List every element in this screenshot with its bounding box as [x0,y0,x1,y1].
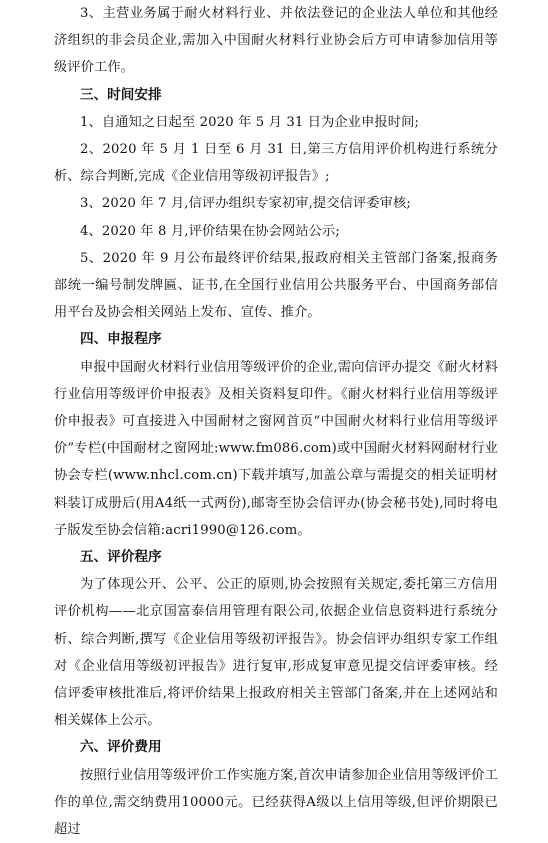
paragraph-procedure: 申报中国耐火材料行业信用等级评价的企业,需向信评办提交《耐火材料行业信用等级评价申报表》及相关资料复印件。《耐火材料行业信用等级评价申报表》可直接进入中国耐材之窗网首页“中国耐火材料行业信用等级评价”专栏(中国耐材之窗网址:www.fm086.com)或中国耐火材料网耐材行业协会专栏(www.nhcl.com.cn)下载并填写,加盖公章与需提交的相关证明材料装订成册后(用A4纸一式两份),邮寄至协会信评办(协会秘书处),同时将电子版发至协会信箱:acri1990@126.com。 [54,359,498,538]
section-heading-procedure: 四、申报程序 [80,331,162,348]
section-heading-fees: 六、评价费用 [80,739,162,756]
section-heading-evaluation: 五、评价程序 [80,549,162,566]
paragraph-eligibility-3: 3、主营业务属于耐火材料行业、并依法登记的企业法人单位和其他经济组织的非会员企业,需加入中国耐火材料行业协会后方可申请参加信用等级评价工作。 [54,6,498,76]
schedule-item-3: 3、2020 年 7 月,信评办组织专家初审,提交信评委审核; [80,196,411,212]
schedule-item-5: 5、2020 年 9 月公布最终评价结果,报政府相关主管部门备案,报商务部统一编号制发牌匾、证书,在全国行业信用公共服务平台、中国商务部信用平台及协会相关网站上发布、宣传、推介。 [54,250,498,321]
schedule-item-4: 4、2020 年 8 月,评价结果在协会网站公示; [80,223,340,239]
section-heading-schedule: 三、时间安排 [80,86,162,103]
schedule-item-2: 2、2020 年 5 月 1 日至 6 月 31 日,第三方信用评价机构进行系统分析、综合判断,完成《企业信用等级初评报告》; [54,142,498,185]
schedule-item-1: 1、自通知之日起至 2020 年 5 月 31 日为企业申报时间; [80,114,420,130]
paragraph-fees: 按照行业信用等级评价工作实施方案,首次申请参加企业信用等级评价工作的单位,需交纳费用10000元。已经获得A级以上信用等级,但评价期限已超过 [54,767,498,838]
paragraph-evaluation: 为了体现公开、公平、公正的原则,协会按照有关规定,委托第三方信用评价机构——北京国富泰信用管理有限公司,依据企业信息资料进行系统分析、综合判断,撰写《企业信用等级初评报告》。协会信评办组织专家工作组对《企业信用等级初评报告》进行复审,形成复审意见提交信评委审核。经信评委审核批准后,将评价结果上报政府相关主管部门备案,并在上述网站和相关媒体上公示。 [54,577,498,729]
